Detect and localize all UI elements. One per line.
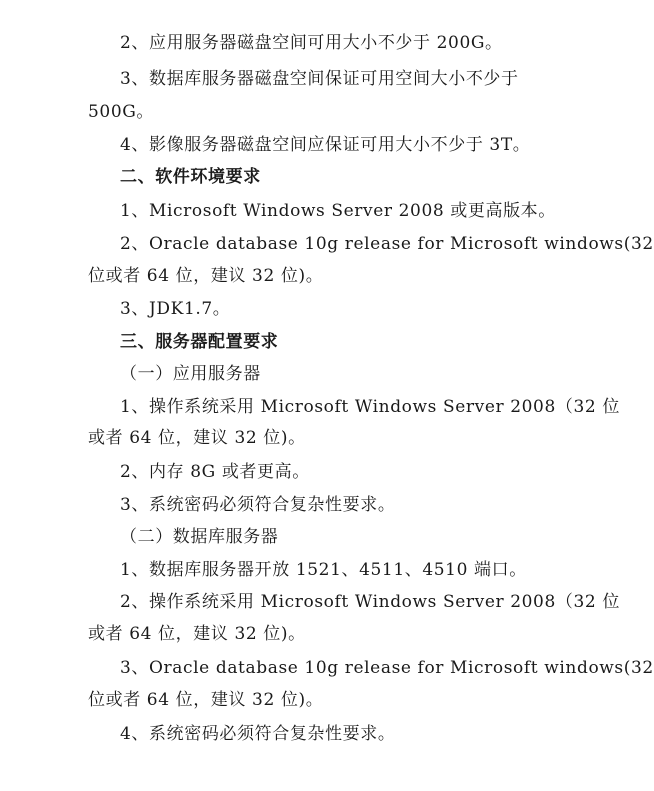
text-line-disk-db-cont: 500G。 <box>88 102 155 122</box>
section-heading-server-config: 三、服务器配置要求 <box>120 332 279 352</box>
text-line-db-ports: 1、数据库服务器开放 1521、4511、4510 端口。 <box>120 560 527 580</box>
text-line-oracle: 2、Oracle database 10g release for Microsoft windows(32 <box>120 234 654 254</box>
subsection-heading-app-server: （一）应用服务器 <box>120 364 261 384</box>
text-line-db-os-cont: 或者 64 位，建议 32 位)。 <box>88 624 306 644</box>
text-line-db-oracle-cont: 位或者 64 位，建议 32 位)。 <box>88 690 324 710</box>
text-line-app-password: 3、系统密码必须符合复杂性要求。 <box>120 495 396 515</box>
text-line-app-os: 1、操作系统采用 Microsoft Windows Server 2008（32 位 <box>120 397 620 417</box>
text-line-oracle-cont: 位或者 64 位，建议 32 位)。 <box>88 266 324 286</box>
text-line-disk-app: 2、应用服务器磁盘空间可用大小不少于 200G。 <box>120 33 503 53</box>
text-line-disk-db: 3、数据库服务器磁盘空间保证可用空间大小不少于 <box>120 69 519 89</box>
text-line-db-password: 4、系统密码必须符合复杂性要求。 <box>120 724 396 744</box>
text-line-db-oracle: 3、Oracle database 10g release for Microsoft windows(32 <box>120 658 654 678</box>
text-line-disk-image: 4、影像服务器磁盘空间应保证可用大小不少于 3T。 <box>120 135 531 155</box>
section-heading-software: 二、软件环境要求 <box>120 167 261 187</box>
text-line-memory: 2、内存 8G 或者更高。 <box>120 462 310 482</box>
text-line-db-os: 2、操作系统采用 Microsoft Windows Server 2008（32 位 <box>120 592 620 612</box>
text-line-app-os-cont: 或者 64 位，建议 32 位)。 <box>88 428 306 448</box>
text-line-windows: 1、Microsoft Windows Server 2008 或更高版本。 <box>120 201 556 221</box>
text-line-jdk: 3、JDK1.7。 <box>120 299 231 319</box>
subsection-heading-db-server: （二）数据库服务器 <box>120 527 279 547</box>
